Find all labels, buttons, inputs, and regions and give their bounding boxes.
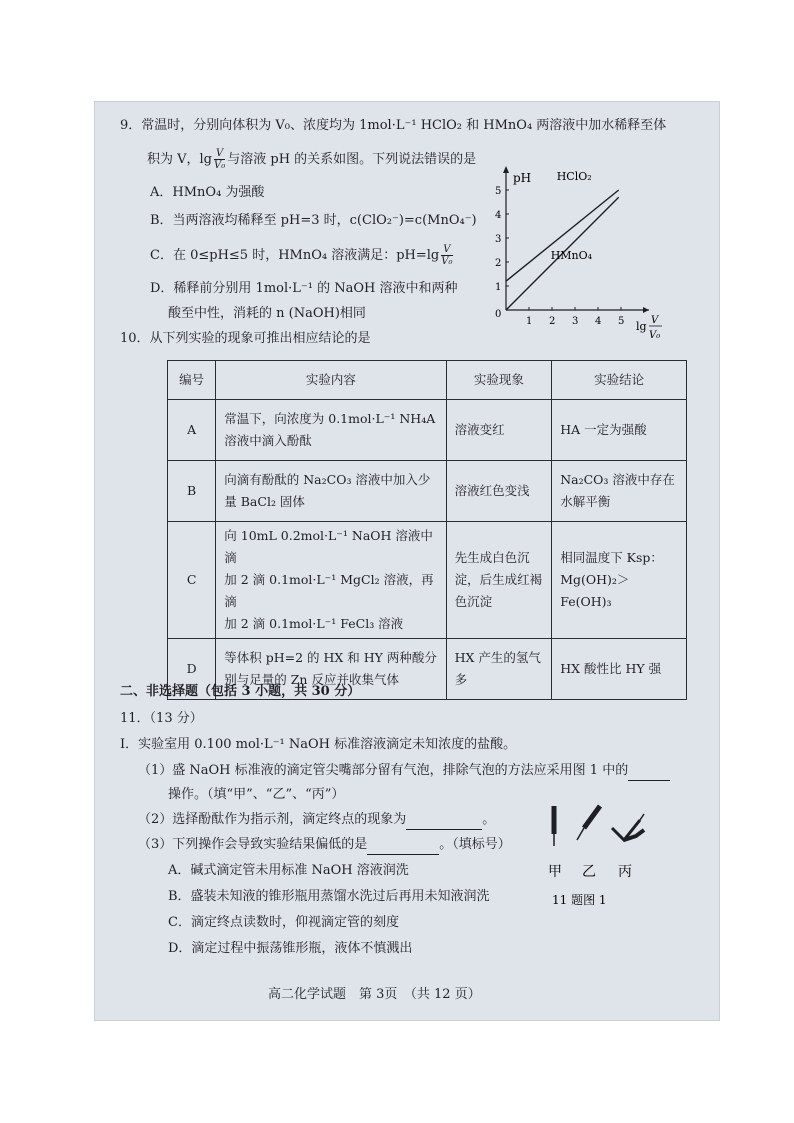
y-tick-label: 2 bbox=[495, 258, 502, 269]
answer-blank-2[interactable] bbox=[406, 811, 482, 830]
page-footer: 高二化学试题 第 3页 （共 12 页） bbox=[268, 987, 481, 1002]
q11-sub3: （3）下列操作会导致实验结果偏低的是 。（填标号） bbox=[138, 836, 511, 855]
series-label-0: HClO₂ bbox=[556, 170, 592, 183]
y-tick-label: 1 bbox=[495, 282, 502, 293]
y-tick-label: 4 bbox=[495, 210, 502, 221]
q11-sub1-line1: （1）盛 NaOH 标准液的滴定管尖嘴部分留有气泡，排除气泡的方法应采用图 1 中的 bbox=[138, 762, 670, 781]
fig-caption: 11 题图 1 bbox=[552, 893, 607, 907]
answer-blank-1[interactable] bbox=[628, 762, 670, 781]
x-tick-label: 4 bbox=[595, 316, 602, 327]
q9-line2: 积为 V，lg $\frac{V}{\text{V₀}}$ 与溶液 pH 的关系如图。下列说法错误的是 bbox=[147, 148, 477, 171]
ph-dilution-chart bbox=[480, 160, 680, 350]
table-header-row bbox=[168, 361, 687, 400]
q9-fraction: $\frac{V}{\text{V₀}}$ bbox=[214, 148, 226, 171]
q9-line1: 9．常温时，分别向体积为 V₀、浓度均为 1mol·L⁻¹ HClO₂ 和 HMnO₄ 两溶液中加水稀释至体 bbox=[120, 118, 667, 133]
q11-option-c: C．滴定终点读数时，仰视滴定管的刻度 bbox=[168, 915, 399, 930]
q9-option-d-line1: D．稀释前分别用 1mol·L⁻¹ 的 NaOH 溶液中和两种 bbox=[150, 281, 458, 296]
x-tick-label: 1 bbox=[526, 316, 533, 327]
fig-label-jia: 甲 bbox=[548, 864, 562, 880]
chart-x-label-num: V bbox=[651, 315, 659, 326]
y-tick-label: 3 bbox=[495, 234, 502, 245]
x-axis-arrow bbox=[643, 307, 649, 313]
header-id: 编号 bbox=[168, 361, 216, 400]
q11-sub1-line2: 操作。（填“甲”、“乙”、“丙”） bbox=[168, 787, 345, 802]
q9-option-d-line2: 酸至中性，消耗的 n (NaOH)相同 bbox=[168, 306, 366, 321]
burette-figure bbox=[540, 800, 670, 910]
x-tick-label: 5 bbox=[618, 316, 625, 327]
table-row: B 向滴有酚酞的 Na₂CO₃ 溶液中加入少 量 BaCl₂ 固体 溶液红色变浅 Na₂CO₃ 溶液中存在 水解平衡 bbox=[168, 461, 687, 522]
experiment-table bbox=[167, 360, 687, 700]
q11-option-d: D．滴定过程中振荡锥形瓶，液体不慎溅出 bbox=[168, 941, 413, 956]
q11-heading: 11．（13 分） bbox=[120, 711, 203, 726]
q11-intro: I．实验室用 0.100 mol·L⁻¹ NaOH 标准溶液滴定未知浓度的盐酸。 bbox=[120, 737, 517, 752]
q9-option-b: B．当两溶液均稀释至 pH=3 时，c(ClO₂⁻)=c(MnO₄⁻) bbox=[150, 213, 477, 228]
chart-x-label-prefix: lg bbox=[636, 320, 647, 333]
table-row: C 向 10mL 0.2mol·L⁻¹ NaOH 溶液中滴 加 2 滴 0.1mol·L⁻¹ MgCl₂ 溶液，再滴 加 2 滴 0.1mol·L⁻¹ FeCl₃ 溶液 先生成白色沉 淀，后生成红褐 色沉淀 相同温度下 Ksp： Mg(OH)₂＞Fe(OH)₃ bbox=[168, 522, 687, 639]
header-content: 实验内容 bbox=[216, 361, 446, 400]
x-tick-label: 3 bbox=[572, 316, 579, 327]
q10-stem: 10．从下列实验的现象可推出相应结论的是 bbox=[120, 331, 371, 346]
table-row: D 等体积 pH=2 的 HX 和 HY 两种酸分 别与足量的 Zn 反应并收集气体 HX 产生的氢气 多 HX 酸性比 HY 强 bbox=[168, 639, 687, 700]
series-line-0 bbox=[506, 190, 619, 281]
q11-option-b: B．盛装未知液的锥形瓶用蒸馏水洗过后再用未知液润洗 bbox=[168, 889, 490, 904]
q9-option-a: A．HMnO₄ 为强酸 bbox=[150, 185, 265, 200]
table-row: A 常温下，向浓度为 0.1mol·L⁻¹ NH₄A 溶液中滴入酚酞 溶液变红 HA 一定为强酸 bbox=[168, 400, 687, 461]
q9-option-c-fraction: $\frac{V}{\text{V₀}}$ bbox=[441, 244, 453, 267]
series-label-1: HMnO₄ bbox=[550, 249, 593, 263]
x-tick-label: 2 bbox=[549, 316, 556, 327]
chart-x-label-den: V₀ bbox=[649, 330, 661, 341]
y-tick-label: 5 bbox=[495, 186, 502, 197]
y-axis-arrow bbox=[503, 166, 509, 173]
q9-option-c: C．在 0≤pH≤5 时，HMnO₄ 溶液满足：pH=lg $\frac{V}{\text{V₀}}$ bbox=[150, 244, 453, 267]
header-phenomenon: 实验现象 bbox=[446, 361, 552, 400]
chart-origin-label: 0 bbox=[495, 309, 502, 320]
answer-blank-3[interactable] bbox=[367, 836, 439, 855]
burette-bing-icon bbox=[612, 814, 644, 840]
q11-option-a: A．碱式滴定管未用标准 NaOH 溶液润洗 bbox=[168, 863, 409, 878]
section-2-heading: 二、非选择题（包括 3 小题，共 30 分） bbox=[120, 684, 361, 699]
q11-sub2: （2）选择酚酞作为指示剂，滴定终点的现象为 。 bbox=[138, 811, 495, 830]
fig-label-bing: 丙 bbox=[618, 864, 632, 880]
fig-label-yi: 乙 bbox=[582, 864, 596, 880]
burette-yi-icon bbox=[577, 806, 600, 840]
header-conclusion: 实验结论 bbox=[552, 361, 687, 400]
chart-y-label: pH bbox=[513, 171, 532, 185]
